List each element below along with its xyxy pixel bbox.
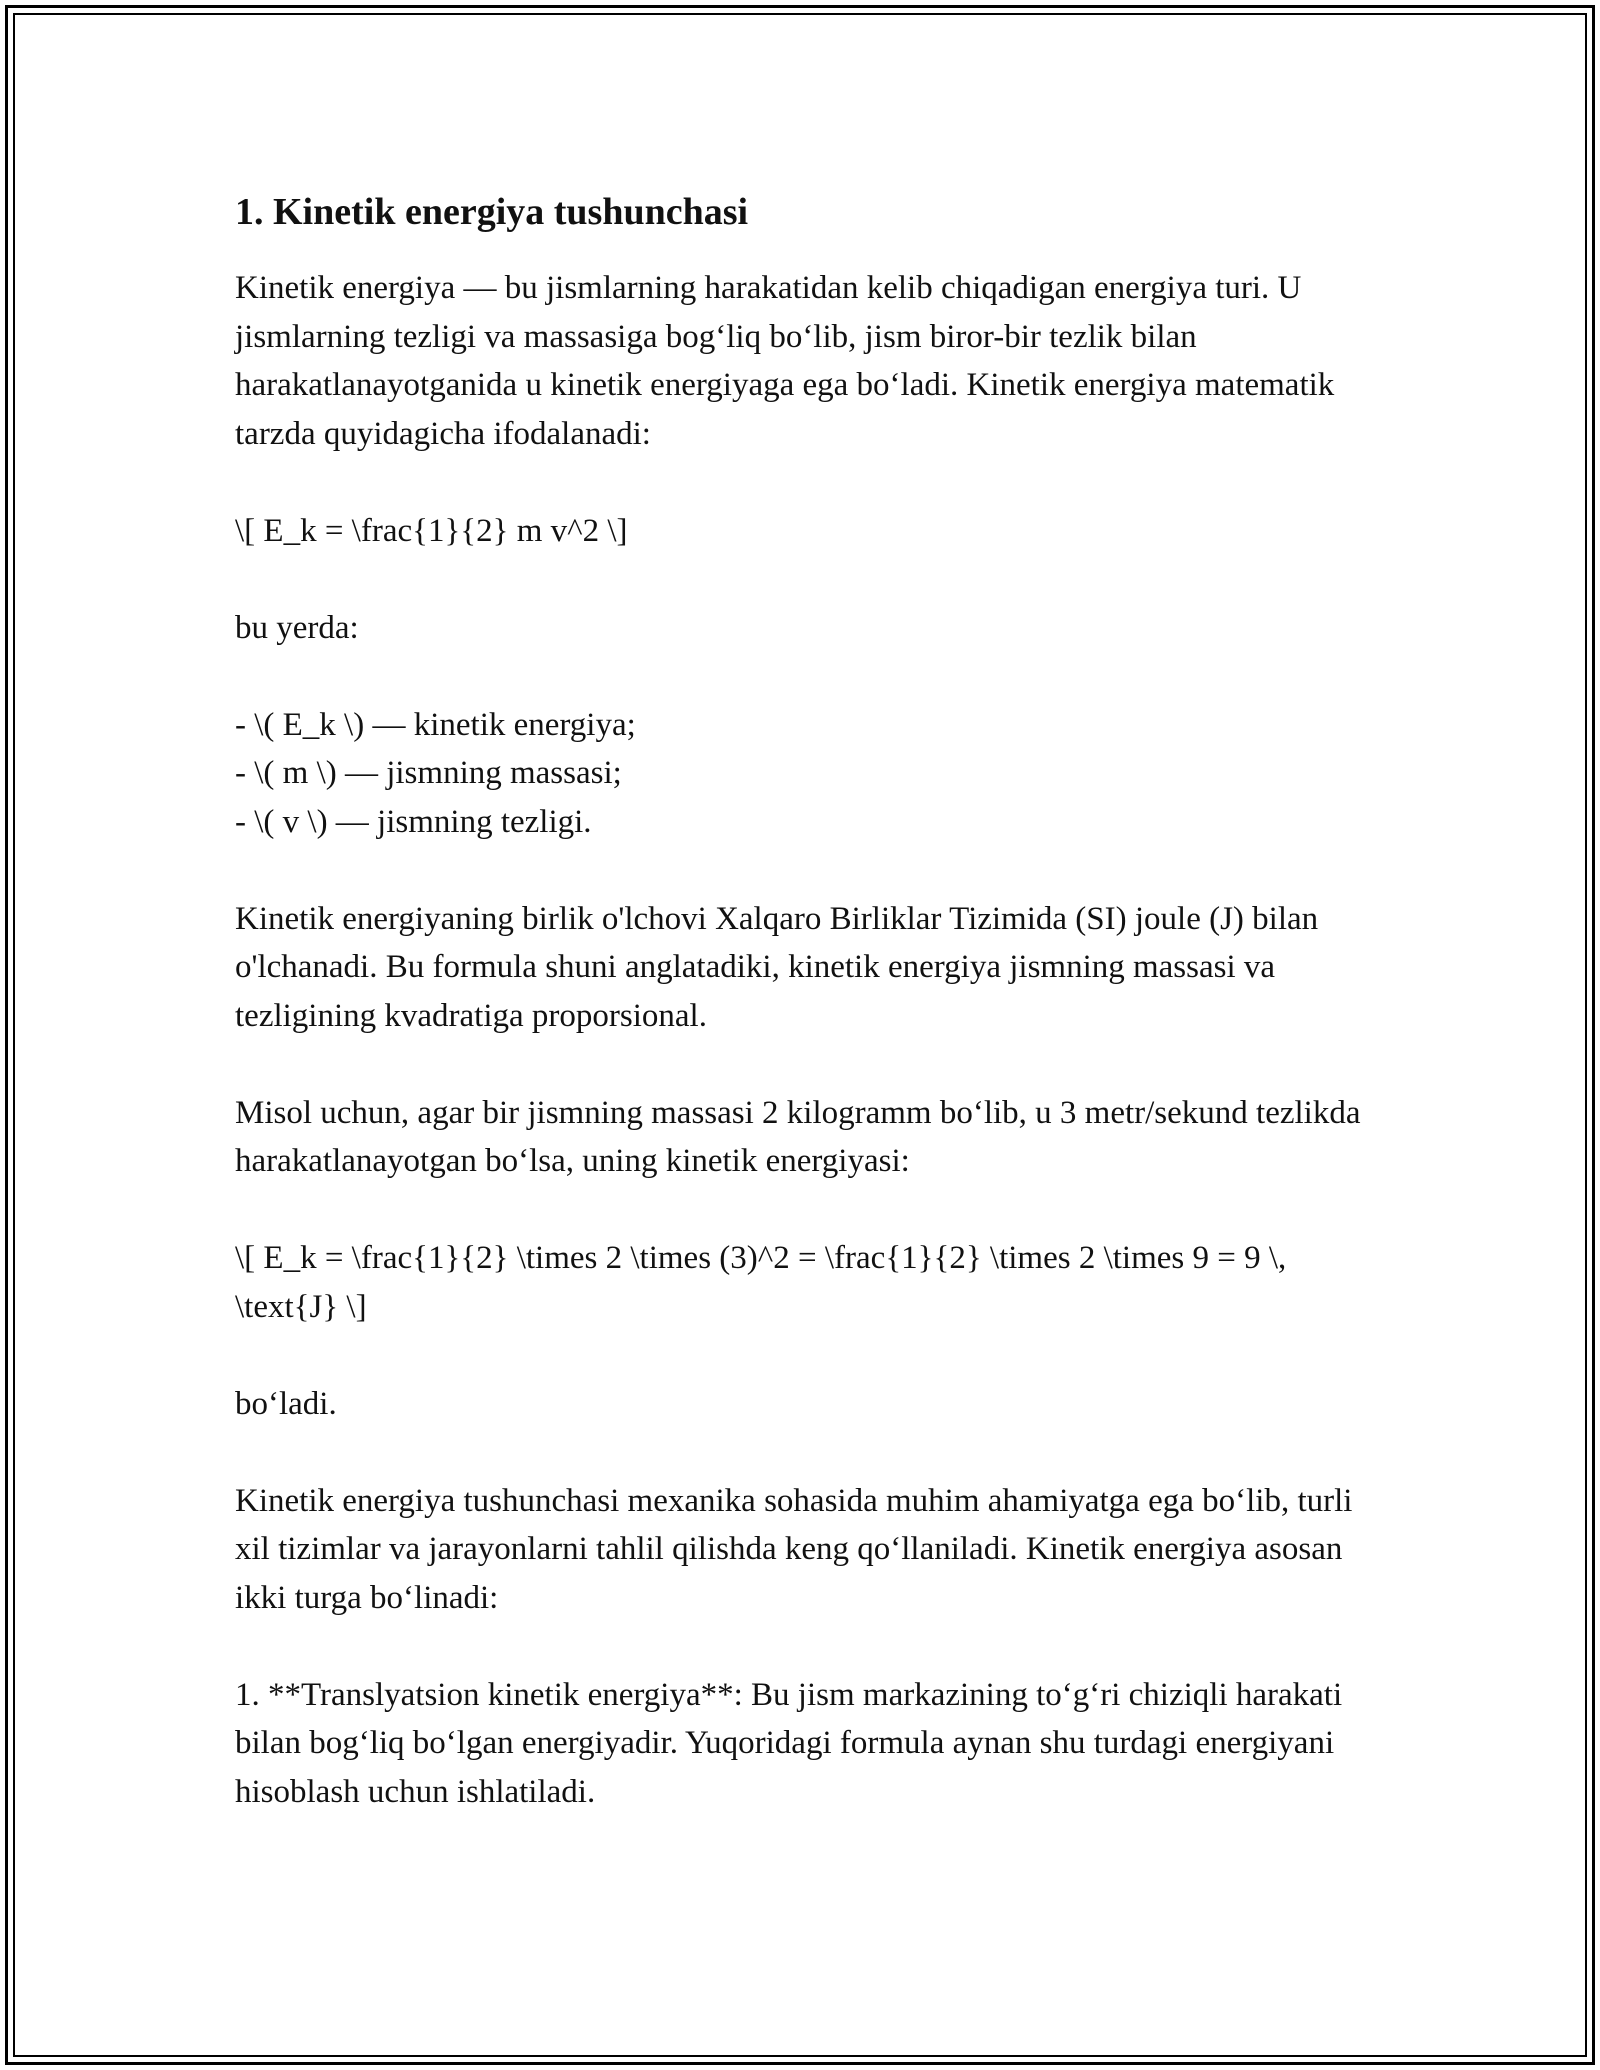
intro-paragraph: Kinetik energiya — bu jismlarning harakatidan kelib chiqadigan energiya turi. U jismlarning tezligi va massasiga bog‘liq bo‘lib, jism biror-bir tezlik bilan harakatlanayotganida u kinetik energiyaga ega bo‘ladi. Kinetik energiya matematik tarzda quyidagicha ifodalanadi: <box>235 270 1335 452</box>
translational-paragraph: 1. **Translyatsion kinetik energiya**: Bu jism markazining to‘g‘ri chiziqli harakati bilan bog‘liq bo‘lgan energiyadir. Yuqoridagi formula aynan shu turdagi energiyani hisoblash uchun ishlatiladi. <box>235 1676 1343 1810</box>
example-formula: \[ E_k = \frac{1}{2} \times 2 \times (3)^2 = \frac{1}{2} \times 2 \times 9 = 9 \, \text{J} \] <box>235 1240 1287 1325</box>
example-paragraph: Misol uchun, agar bir jismning massasi 2 kilogramm bo‘lib, u 3 metr/sekund tezlikda harakatlanayotgan bo‘lsa, uning kinetik energiyasi: <box>235 1094 1361 1179</box>
importance-paragraph: Kinetik energiya tushunchasi mexanika sohasida muhim ahamiyatga ega bo‘lib, turli xil tizimlar va jarayonlarni tahlil qilishda keng qo‘llaniladi. Kinetik energiya asosan ikki turga bo‘linadi: <box>235 1482 1353 1616</box>
main-formula: \[ E_k = \frac{1}{2} m v^2 \] <box>235 512 628 549</box>
result-word: bo‘ladi. <box>235 1385 337 1422</box>
definition-list <box>235 701 1365 847</box>
units-paragraph: Kinetik energiyaning birlik o'lchovi Xalqaro Birliklar Tizimida (SI) joule (J) bilan o'lchanadi. Bu formula shuni anglatadiki, kinetik energiya jismning massasi va tezligining kvadratiga proporsional. <box>235 900 1319 1034</box>
where-label: bu yerda: <box>235 609 359 646</box>
section-heading: 1. Kinetik energiya tushunchasi <box>235 191 749 233</box>
definition-item-energy: - \( E_k \) — kinetik energiya; <box>235 706 636 743</box>
definition-item-mass: - \( m \) — jismning massasi; <box>235 755 622 791</box>
definition-item-velocity: - \( v \) — jismning tezligi. <box>235 803 592 840</box>
document-body <box>235 182 1365 1865</box>
